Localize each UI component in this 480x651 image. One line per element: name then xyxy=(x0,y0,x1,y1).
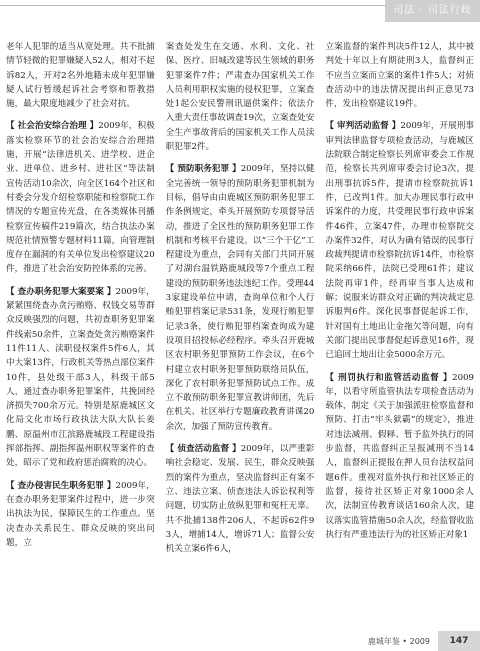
paragraph xyxy=(166,162,315,434)
column-2 xyxy=(166,40,315,626)
paragraph-body: 老年人犯罪的适当从宽处理。共不批捕情节轻微的犯罪嫌疑人52人，相对不起诉82人，开对2名外地籍未成年犯罪嫌疑人试行暂缓起诉社会考察和帮教措施，最大限度地减少了社会对抗。 xyxy=(6,42,155,110)
section-heading: 【 侦查活动监督 】 xyxy=(165,444,241,455)
paragraph-body: 2009年，坚持以健全完善统一领导的预防职务犯罪机制为目标，倡导由由鹿城区预防职务犯罪工作条例规定，牵头开展预防专项督导活动，推进了全区性的预防职务犯罪工作机制和考核平台建设。以“三个干亿”工程建设为重点，会同有关部门共同开展了对湖台温铁路鹿城段等7个重点工程建设的预防职务违法违纪工作。受理443家建设单位申请，查询单位和个人行贿犯罪档案记录531条，发现行贿犯罪记录3条，使行贿犯罪档案查询成为建设项目招投标必经程序。牵头召开鹿城区农村职务犯罪预防工作会议，在6个村建立农村职务犯罪预防联络员队伍，深化了农村职务犯罪预防试点工作。成立不敢预防职务犯罪宣教讲师团，先后在机关、社区举行专题廉政教育讲课20余次，加强了预防宣传教育。 xyxy=(165,164,315,432)
paragraph-body: 2009年，紧紧围绕查办贪污贿赂、权钱交易等群众反映强烈的问题，共初查职务犯罪案件线索50余件，立案查处贪污贿赂案件11件11人、渎职侵权案件5件6人，其中大案13件，行政机关等热点部位案件10件，县处级干部3人，科级干部5人，通过查办职务犯罪案件，共挽回经济损失700余万元。特别是原鹿城区文化局文化市场行政执法大队大队长姜鹏、原温州市江滨路鹿城段工程建设指挥部指挥、副指挥温州职权等案件的查处，昭示了党和政府惩治腐败的决心。 xyxy=(6,286,155,469)
page-number: 147 xyxy=(438,631,480,651)
paragraph xyxy=(6,285,155,471)
journal-title: 鹿城年鉴 • 2009 xyxy=(367,636,430,646)
paragraph xyxy=(6,40,155,111)
section-heading: 【 预防职务犯罪 】 xyxy=(165,164,241,175)
paragraph xyxy=(325,40,474,111)
paragraph xyxy=(166,40,315,154)
paragraph-body: 2009年，以严重影响社会稳定、发展、民生，群众反映强烈的案件为重点，坚决监督纠正有案不立、违法立案、侦查违法人诉讼权利等问题，切实防止放纵犯罪和冤枉无辜。共不批捕138件206人，不起诉62件93人，增捕14人，增诉71人；监督公安机关立案6件6人， xyxy=(165,444,315,555)
section-heading: 【 审判活动监督 】 xyxy=(325,121,401,132)
paragraph xyxy=(325,119,474,362)
section-heading: 【 社会治安综合治理 】 xyxy=(6,121,99,132)
paragraph xyxy=(6,479,155,550)
paragraph xyxy=(6,119,155,276)
article-columns xyxy=(6,40,474,626)
section-heading: 【 刑罚执行和监管活动监督 】 xyxy=(325,372,453,383)
paragraph-body: 2009年，开展刑事审判法律监督专项检查活动，与鹿城区法院联合制定检察长列席审委会工作规范，检察长共列席审委会讨论3次，提出刑事抗诉5件，提请市检察院抗诉1件，已改判1件。加大办理民事行政申诉案件的力度，共受理民事行政申诉案件46件，立案47件，办理市检察院交办案件32件，对认为确有错误的民事行政裁判提请市检察院抗诉14件，市检察院采纳66件，法院已受理61件；建议法院再审1件，经再审当事人达成和解；说服来访群众对正确的判决裁定息诉服判6件。深化民事督促起诉工作，针对国有土地出让金拖欠等问题，向有关部门提出民事督促起诉意见16件，现已追回土地出让金5000余万元。 xyxy=(325,121,475,361)
column-1 xyxy=(6,40,155,626)
paragraph-body: 2009年，积极落实检察环节的社会治安综合治理措施，开展“法律进机关、进学校、进企业、进单位、进乡村、进社区”等法制宣传活动10余次，向全区164个社区和村委会分发介绍检察职能和检察院工作情况的专题宣传光盘，在各类媒体刊播检察宣传稿件219篇次，结合执法办案规范社情预警专题材料11篇，向管理制度存在漏洞的有关单位发出检察建议20件，推进了社会治安防控体系的完善。 xyxy=(6,121,155,275)
paragraph-body: 立案监督的案件判决5件12人，其中被判处十年以上有期徒刑3人，监督纠正不应当立案而立案的案件1件5人；对侦查活动中的违法情况提出纠正意见73件，发出检察建议19件。 xyxy=(325,42,475,110)
paragraph-body: 2009年，以看守所监管执法专项检查活动为载体，制定《关于加强派驻检察监督和预防、打击“牢头狱霸”的规定》，推进对违法减刑、假释、暂予监外执行的同步监督，共监督纠正呈报减刑不当14人，监督纠正提报在押人员台法权益问题6件。重视对监外执行和社区矫正的监督，接待社区矫正对象1000余人次，法制宣传教育谈话160余人次，建议落实监管措施50余人次，经监督收监执行有严重违法行为的社区矫正对象1 xyxy=(325,372,475,540)
column-3 xyxy=(325,40,474,626)
paragraph xyxy=(166,442,315,556)
paragraph-body: 案查处发生在交通、水利、文化、社保、医疗、旧城改建等民生领域的职务犯罪案件7件；严肃查办国家机关工作人员利用职权实施的侵权犯罪，立案查处1起公安民警刑讯逼供案件；依法介入重大责任事故调查19次，立案查处安全生产事故背后的国家机关工作人员渎职犯罪2件。 xyxy=(165,42,315,153)
page-footer xyxy=(368,631,480,651)
section-tag: 司法 · 司法行政 xyxy=(385,0,480,22)
paragraph xyxy=(325,371,474,543)
section-heading: 【 查办职务犯罪大案要案 】 xyxy=(6,286,116,297)
paragraph-body: 2009年，在查办职务犯罪案件过程中，进一步突出执法为民，保障民生的工作重点。坚决查办关系民生、群众反映的突出问题，立 xyxy=(6,480,155,548)
section-heading: 【 查办侵害民生职务犯罪 】 xyxy=(6,480,116,491)
header-rule xyxy=(0,5,385,6)
